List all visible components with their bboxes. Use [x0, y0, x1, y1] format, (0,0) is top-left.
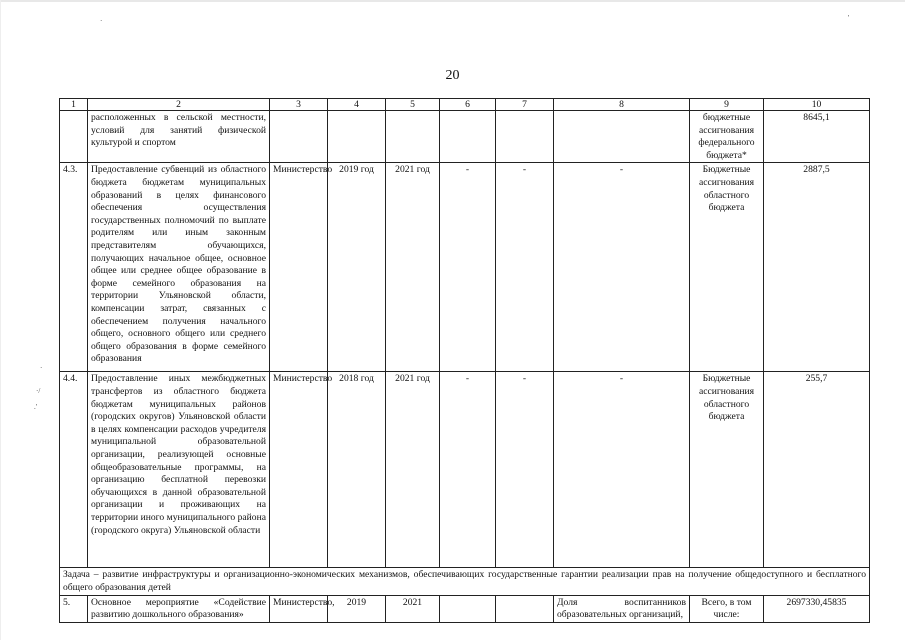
- end-year-cell: [386, 111, 440, 163]
- scan-speck: ': [848, 14, 850, 22]
- col7-cell: -: [496, 163, 554, 372]
- amount-cell: 2887,5: [764, 163, 870, 372]
- col6-cell: [440, 111, 496, 163]
- scan-speck: ·: [40, 364, 43, 372]
- amount-cell: 8645,1: [764, 111, 870, 163]
- header-cell: 9: [690, 99, 764, 111]
- col7-cell: [496, 111, 554, 163]
- header-cell: 10: [764, 99, 870, 111]
- measure-description: Предоставление субвенций из областного бюджета бюджетам муниципальных образований в целях финансового обеспечения осуществления государственных полномочий по выплате родителям или иным законным представителям обучающихся, получающих начальное общее, основное общее или среднее общее образование в форме семейного образования на территории Ульяновской области, компенсации затрат, связанных с обеспечением получения начального общего, основного общего или среднего общего образования в форме семейного образования: [88, 163, 270, 372]
- measure-description: Предоставление иных межбюджетных трансфертов из областного бюджета бюджетам муниципальных районов (городских округов) Ульяновской области в целях компенсации расходов учредителя муниципальной образовательной организации, реализующей основные общеобразовательные программы, на организацию бесплатной перевозки обучающихся в данной образовательной организации и проживающих на территории иного муниципального района (городского округа) Ульяновской области: [88, 372, 270, 568]
- indicator-cell: -: [554, 372, 690, 568]
- col6-cell: [440, 595, 496, 622]
- header-cell: 1: [60, 99, 88, 111]
- row-number: 4.4.: [60, 372, 88, 568]
- col7-cell: [496, 595, 554, 622]
- col6-cell: -: [440, 163, 496, 372]
- row-number: [60, 111, 88, 163]
- row-number: 4.3.: [60, 163, 88, 372]
- page-top-edge: [0, 0, 905, 2]
- scan-speck: .': [34, 403, 38, 411]
- start-year-cell: 2019: [328, 595, 386, 622]
- executor-cell: [270, 111, 328, 163]
- program-table: [59, 98, 870, 623]
- indicator-cell: [554, 111, 690, 163]
- measure-description: расположенных в сельской местности, условий для занятий физической культурой и спортом: [88, 111, 270, 163]
- funding-source-cell: бюджетные ассигнования федерального бюджета*: [690, 111, 764, 163]
- start-year-cell: [328, 111, 386, 163]
- executor-cell: Министерство: [270, 163, 328, 372]
- end-year-cell: 2021 год: [386, 372, 440, 568]
- header-cell: 7: [496, 99, 554, 111]
- indicator-cell: Доля воспитанников образовательных организаций,: [554, 595, 690, 622]
- funding-source-cell: Бюджетные ассигнования областного бюджета: [690, 163, 764, 372]
- executor-cell: Министерство,: [270, 595, 328, 622]
- measure-description: Основное мероприятие «Содействие развитию дошкольного образования»: [88, 595, 270, 622]
- end-year-cell: 2021 год: [386, 163, 440, 372]
- amount-cell: 255,7: [764, 372, 870, 568]
- scan-speck: ·: [100, 17, 103, 25]
- table-row: [60, 595, 870, 622]
- header-cell: 6: [440, 99, 496, 111]
- start-year-cell: 2018 год: [328, 372, 386, 568]
- row-number: 5.: [60, 595, 88, 622]
- task-description: Задача – развитие инфраструктуры и организационно-экономических механизмов, обеспечивающих государственные гарантии реализации прав на получение общедоступного и бесплатного общего образования детей: [60, 568, 870, 595]
- start-year-cell: 2019 год: [328, 163, 386, 372]
- page-left-edge: [0, 0, 1, 640]
- executor-cell: Министерство: [270, 372, 328, 568]
- table-row: [60, 111, 870, 163]
- col7-cell: -: [496, 372, 554, 568]
- header-cell: 5: [386, 99, 440, 111]
- end-year-cell: 2021: [386, 595, 440, 622]
- indicator-cell: -: [554, 163, 690, 372]
- header-cell: 3: [270, 99, 328, 111]
- page-number: 20: [445, 68, 460, 83]
- header-cell: 8: [554, 99, 690, 111]
- col6-cell: -: [440, 372, 496, 568]
- header-cell: 4: [328, 99, 386, 111]
- table-row: [60, 163, 870, 372]
- table-header-row: [60, 99, 870, 111]
- funding-source-cell: Бюджетные ассигнования областного бюджета: [690, 372, 764, 568]
- funding-source-cell: Всего, в том числе:: [690, 595, 764, 622]
- scan-speck: ·/: [36, 387, 41, 395]
- task-row: [60, 568, 870, 595]
- header-cell: 2: [88, 99, 270, 111]
- table-row: [60, 372, 870, 568]
- amount-cell: 2697330,45835: [764, 595, 870, 622]
